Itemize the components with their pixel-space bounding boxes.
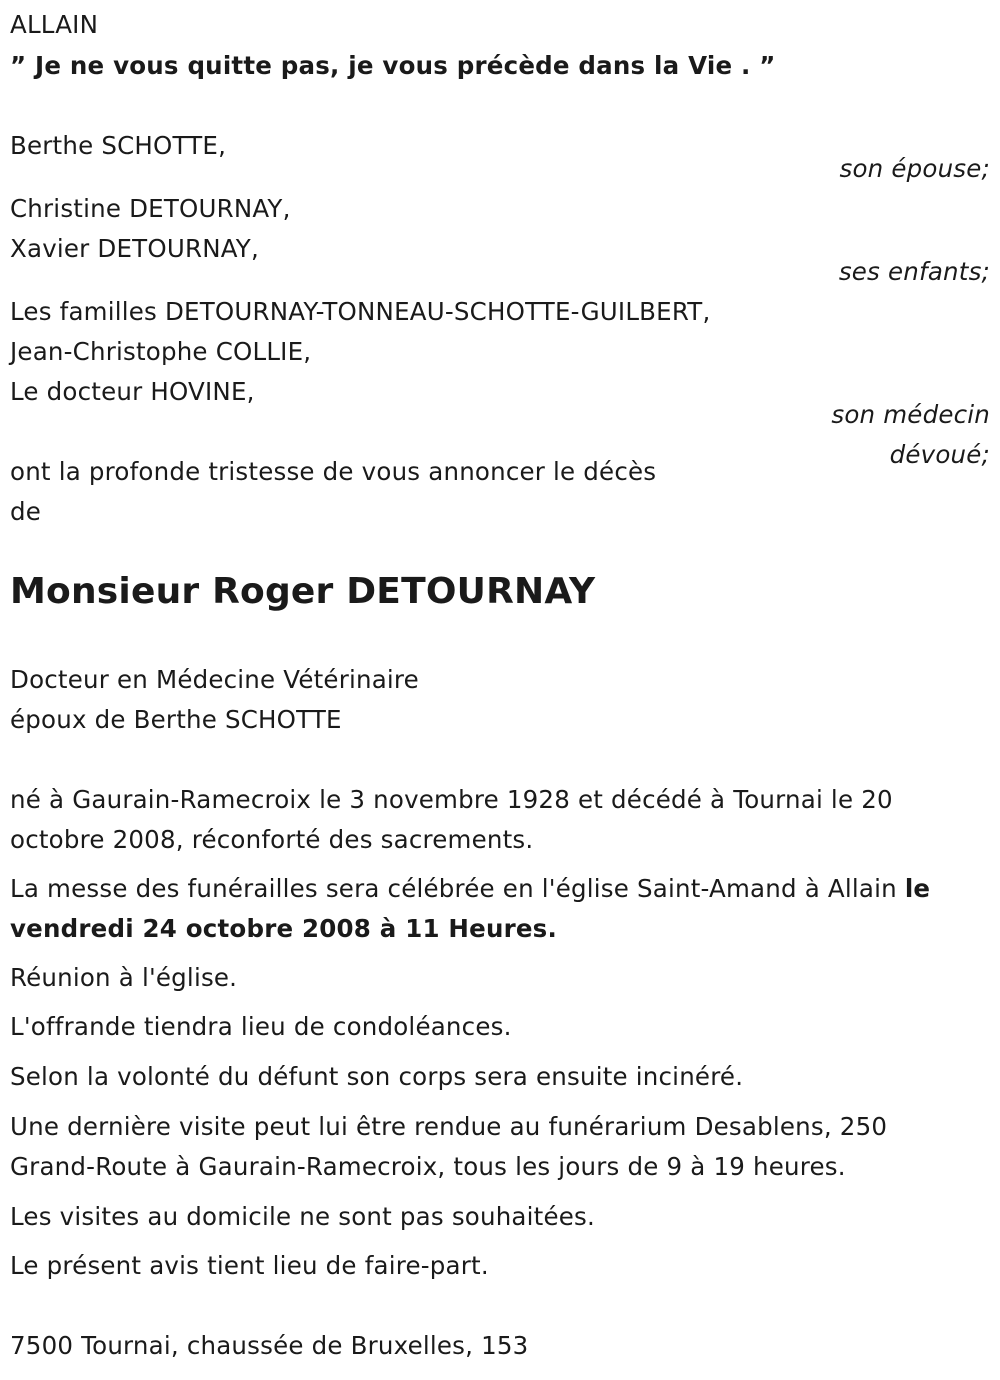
family-line: Le docteur HOVINE, [10, 377, 255, 406]
doctor-role: son médecin [831, 400, 990, 429]
offering-text: L'offrande tiendra lieu de condoléances. [10, 1012, 512, 1041]
children-role: ses enfants; [838, 257, 990, 286]
visit-text: Une dernière visite peut lui être rendue au funérarium Desablens, 250 [10, 1112, 888, 1141]
spouse-role: son épouse; [839, 154, 990, 183]
announcement-text: ont la profonde tristesse de vous annoncer le décès [10, 457, 657, 486]
child-name: Xavier DETOURNAY, [10, 234, 259, 263]
notice-text: Le présent avis tient lieu de faire-part. [10, 1251, 489, 1280]
deceased-spouse: époux de Berthe SCHOTTE [10, 705, 342, 734]
meeting-text: Réunion à l'église. [10, 963, 238, 992]
mass-text-regular: La messe des funérailles sera célébrée en l'église Saint-Amand à Allain [10, 874, 905, 903]
address: 7500 Tournai, chaussée de Bruxelles, 153 [10, 1331, 529, 1360]
visit-text: Grand-Route à Gaurain-Ramecroix, tous les jours de 9 à 19 heures. [10, 1152, 846, 1181]
family-line: Jean-Christophe COLLIE, [10, 337, 312, 366]
mass-text-bold: le [904, 874, 931, 903]
mass-date: vendredi 24 octobre 2008 à 11 Heures. [10, 914, 557, 943]
child-name: Christine DETOURNAY, [10, 194, 291, 223]
announcement-text: de [10, 497, 42, 526]
home-visits-text: Les visites au domicile ne sont pas souhaitées. [10, 1202, 595, 1231]
deceased-name: Monsieur Roger DETOURNAY [10, 571, 596, 612]
spouse-name: Berthe SCHOTTE, [10, 131, 227, 160]
birth-death-text: octobre 2008, réconforté des sacrements. [10, 825, 534, 854]
family-line: Les familles DETOURNAY-TONNEAU-SCHOTTE-GUILBERT, [10, 297, 711, 326]
birth-death-text: né à Gaurain-Ramecroix le 3 novembre 1928 et décédé à Tournai le 20 [10, 785, 893, 814]
mass-text [10, 869, 930, 909]
deceased-profession: Docteur en Médecine Vétérinaire [10, 665, 419, 694]
doctor-role: dévoué; [889, 440, 990, 469]
quote: ” Je ne vous quitte pas, je vous précède dans la Vie . ” [10, 51, 776, 80]
location-heading: ALLAIN [10, 10, 99, 39]
cremation-text: Selon la volonté du défunt son corps sera ensuite incinéré. [10, 1062, 744, 1091]
